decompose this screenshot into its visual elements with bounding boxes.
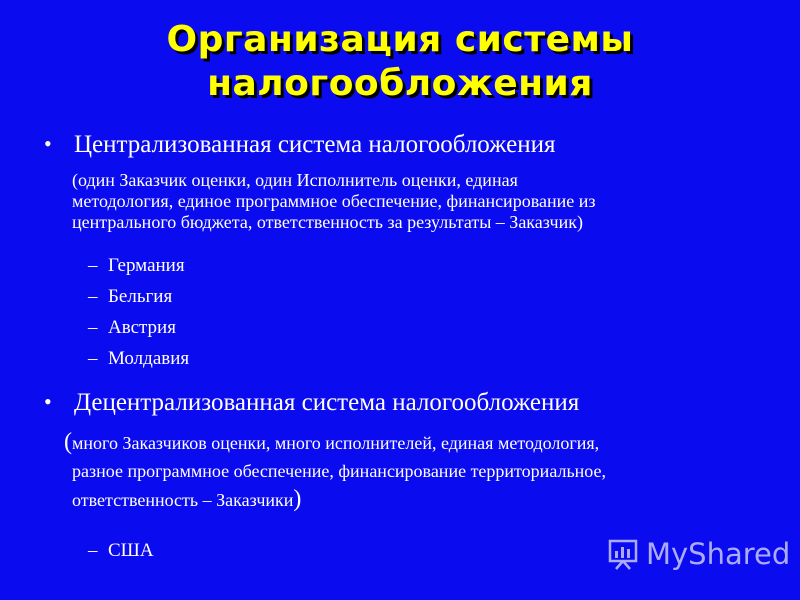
bullet-dot: •	[44, 389, 52, 414]
decentralized-description	[64, 428, 764, 514]
bullet-centralized-text: Централизованная система налогообложения	[74, 131, 556, 158]
slide-title-line-2: налогообложения	[207, 63, 593, 104]
sub-item-moldova	[88, 348, 189, 370]
sub-item-text: Австрия	[108, 317, 176, 338]
decentralized-desc-line-1-text: много Заказчиков оценки, много исполнителей, единая методология,	[72, 433, 600, 453]
decentralized-desc-line-1	[64, 428, 764, 457]
sub-item-text: Молдавия	[108, 348, 190, 369]
decentralized-desc-line-2: разное программное обеспечение, финансирование территориальное,	[72, 461, 606, 481]
sub-item-belgium	[88, 286, 172, 308]
open-paren: (	[64, 429, 72, 455]
dash: –	[88, 348, 98, 369]
sub-item-text: Бельгия	[108, 286, 173, 307]
centralized-desc-line-1: (один Заказчик оценки, один Исполнитель оценки, единая	[72, 170, 518, 190]
bullet-decentralized-text: Децентрализованная система налогообложения	[74, 389, 580, 416]
watermark-logo	[606, 536, 790, 572]
centralized-desc-line-2: методология, единое программное обеспечение, финансирование из	[72, 191, 596, 211]
dash: –	[88, 317, 98, 338]
slide-title-line-1: Организация системы	[166, 19, 634, 60]
close-paren: )	[293, 486, 302, 512]
decentralized-desc-line-3	[64, 485, 764, 514]
decentralized-desc-line-3-text: ответственность – Заказчики	[72, 490, 294, 510]
sub-item-usa	[88, 540, 154, 562]
presentation-icon	[606, 537, 640, 571]
dash: –	[88, 540, 98, 561]
dash: –	[88, 286, 98, 307]
bullet-dot: •	[44, 131, 52, 156]
watermark-text: MyShared	[646, 537, 791, 571]
sub-item-austria	[88, 317, 176, 339]
sub-item-text: США	[108, 540, 154, 561]
sub-item-text: Германия	[108, 255, 185, 276]
dash: –	[88, 255, 98, 276]
centralized-desc-line-3: центрального бюджета, ответственность за результаты – Заказчик)	[72, 212, 583, 232]
sub-item-germany	[88, 255, 185, 277]
centralized-description	[72, 170, 772, 233]
